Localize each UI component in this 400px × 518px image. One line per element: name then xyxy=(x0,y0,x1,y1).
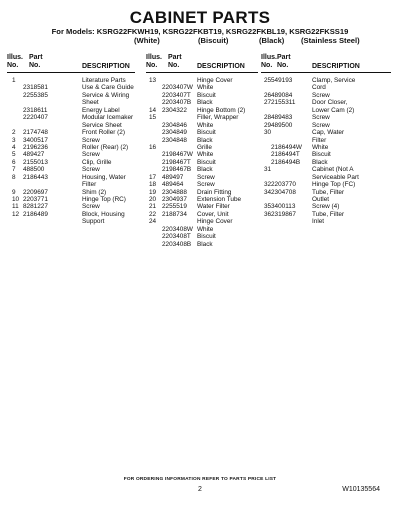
header-text: Illus. xyxy=(261,54,277,61)
illus-number: 31 xyxy=(264,166,272,174)
description-header xyxy=(82,63,130,71)
illus-number: 12 xyxy=(12,210,20,218)
part-description: Service & Wiring xyxy=(82,91,130,99)
part-description: Screw xyxy=(82,151,100,159)
part-description: Cap, Water xyxy=(312,129,345,137)
parts-list xyxy=(146,77,258,248)
part-number: 3400517 xyxy=(23,136,48,144)
part-description: Filter xyxy=(82,181,97,189)
parts-row xyxy=(261,99,391,106)
parts-row xyxy=(7,129,135,136)
header-text: No. xyxy=(29,62,41,69)
parts-row xyxy=(261,174,391,181)
parts-row xyxy=(7,203,135,210)
part-number: 2196236 xyxy=(23,143,48,151)
illus-number: 26 xyxy=(264,91,272,99)
part-description: Screw xyxy=(197,173,215,181)
models-line: For Models: KSRG22FKWH19, KSRG22FKBT19, KSRG22FKBL19, KSRG22FKSS19 xyxy=(51,27,349,36)
part-description: White xyxy=(312,143,329,151)
illus-no-header xyxy=(146,54,162,70)
illus-number: 34 xyxy=(264,188,272,196)
parts-row xyxy=(7,189,135,196)
part-number: 2203408B xyxy=(162,240,192,248)
parts-row xyxy=(7,114,135,121)
parts-row xyxy=(146,114,258,121)
part-no-header xyxy=(277,54,291,70)
part-description: Lower Cam (2) xyxy=(312,106,355,114)
part-description: Screw xyxy=(197,181,215,189)
parts-row xyxy=(261,211,391,218)
part-description: Grille xyxy=(197,143,212,151)
parts-row xyxy=(261,151,391,158)
parts-row xyxy=(146,84,258,91)
illus-number: 24 xyxy=(149,218,157,226)
part-number: 2318611 xyxy=(23,106,48,114)
illus-number: 25 xyxy=(264,77,272,84)
part-number: 2188734 xyxy=(162,210,187,218)
part-number: 549193 xyxy=(271,77,293,84)
part-number: 2155311 xyxy=(271,99,296,107)
parts-row xyxy=(7,144,135,151)
part-description: Housing, Water xyxy=(82,173,126,181)
part-description: White xyxy=(197,121,214,129)
parts-row xyxy=(7,84,135,91)
parts-row xyxy=(261,137,391,144)
illus-number: 32 xyxy=(264,181,272,189)
parts-row xyxy=(146,144,258,151)
illus-number: 2 xyxy=(12,129,16,137)
header-text: No. xyxy=(168,62,180,69)
header-text: No. xyxy=(146,62,158,69)
part-number: 2203771 xyxy=(23,196,48,203)
parts-row xyxy=(7,174,135,181)
parts-row xyxy=(146,226,258,233)
part-description: Hinge Top (FC) xyxy=(312,181,356,189)
part-description: Biscuit xyxy=(197,158,216,166)
parts-row xyxy=(7,218,135,225)
part-description: Serviceable Part xyxy=(312,173,359,181)
header-rule xyxy=(146,72,258,73)
illus-number: 10 xyxy=(12,196,20,203)
part-description: Biscuit xyxy=(197,233,216,241)
part-number: 3400113 xyxy=(271,203,296,211)
part-description: Black xyxy=(197,136,213,144)
parts-row xyxy=(146,196,258,203)
part-description: Hinge Top (RC) xyxy=(82,196,126,203)
part-description: White xyxy=(197,151,214,159)
part-number: 2186494W xyxy=(271,143,302,151)
parts-row xyxy=(261,166,391,173)
part-description: Clamp, Service xyxy=(312,77,356,84)
illus-number: 4 xyxy=(12,143,16,151)
part-description: Support xyxy=(82,218,105,226)
part-number: 489464 xyxy=(162,181,184,189)
parts-row xyxy=(7,107,135,114)
illus-number: 17 xyxy=(149,173,157,181)
illus-number: 22 xyxy=(149,210,157,218)
part-number: 2304888 xyxy=(162,188,187,196)
illus-number: 15 xyxy=(149,114,157,122)
part-description: Screw xyxy=(312,91,330,99)
header-text: No. xyxy=(7,62,19,69)
part-description: Literature Parts xyxy=(82,77,126,84)
illus-number: 36 xyxy=(264,210,272,218)
parts-row xyxy=(7,99,135,106)
illus-number: 18 xyxy=(149,181,157,189)
part-description: Modular Icemaker xyxy=(82,114,134,122)
parts-row xyxy=(7,211,135,218)
part-description: Water Filter xyxy=(197,203,230,211)
parts-row xyxy=(7,166,135,173)
parts-row xyxy=(7,137,135,144)
parts-row xyxy=(7,159,135,166)
parts-row xyxy=(7,151,135,158)
part-number: 2304848 xyxy=(162,136,187,144)
part-number: 2304322 xyxy=(162,106,187,114)
part-description: Black xyxy=(197,99,213,107)
illus-number: 20 xyxy=(149,196,157,203)
part-number: 2198467W xyxy=(162,151,193,159)
parts-row xyxy=(261,159,391,166)
part-description: Screw xyxy=(82,203,100,211)
part-description: Tube, Filter xyxy=(312,210,345,218)
variant-label: (Black) xyxy=(259,36,285,45)
part-description: Cabinet (Not A xyxy=(312,166,354,174)
part-number: 2198467B xyxy=(162,166,192,174)
illus-number: 29 xyxy=(264,121,272,129)
parts-row xyxy=(261,77,391,84)
illus-number: 16 xyxy=(149,143,157,151)
part-description: Roller (Rear) (2) xyxy=(82,143,129,151)
part-description: Screw xyxy=(82,166,100,174)
variant-label: (White) xyxy=(134,36,160,45)
variant-label: (Biscuit) xyxy=(198,36,229,45)
illus-no-header xyxy=(7,54,23,70)
part-description: Hinge Cover xyxy=(197,77,233,84)
part-description: Screw (4) xyxy=(312,203,340,211)
parts-row xyxy=(7,92,135,99)
parts-row xyxy=(261,144,391,151)
illus-number: 14 xyxy=(149,106,157,114)
part-description: Black xyxy=(312,158,328,166)
part-description: Biscuit xyxy=(197,129,216,137)
part-number: 2318581 xyxy=(23,84,48,92)
illus-number: 11 xyxy=(12,203,19,211)
variant-label: (Stainless Steel) xyxy=(301,36,360,45)
illus-number: 28 xyxy=(264,114,272,122)
part-description: White xyxy=(197,225,214,233)
header-text: No. xyxy=(277,62,289,69)
part-description: Energy Label xyxy=(82,106,120,114)
parts-row xyxy=(7,181,135,188)
header-text: No. xyxy=(261,62,273,69)
ordering-note: FOR ORDERING INFORMATION REFER TO PARTS PRICE LIST xyxy=(123,477,277,482)
part-number: 8281227 xyxy=(23,203,48,211)
part-description: Use & Care Guide xyxy=(82,84,134,92)
header-rule xyxy=(7,72,135,73)
part-number: 2304846 xyxy=(162,121,187,129)
header-text: DESCRIPTION xyxy=(82,63,130,70)
parts-row xyxy=(261,181,391,188)
part-description: Hinge Cover xyxy=(197,218,233,226)
part-no-header xyxy=(29,54,43,70)
part-description: Black xyxy=(197,240,213,248)
illus-number: 30 xyxy=(264,129,272,137)
parts-row xyxy=(261,129,391,136)
parts-row xyxy=(146,99,258,106)
parts-row xyxy=(146,189,258,196)
parts-row xyxy=(146,233,258,240)
part-description: Biscuit xyxy=(197,91,216,99)
part-number: 2203407B xyxy=(162,99,192,107)
part-number: 489497 xyxy=(162,173,184,181)
illus-number: 13 xyxy=(149,77,157,84)
illus-number: 7 xyxy=(12,166,16,174)
parts-list xyxy=(261,77,391,226)
parts-row xyxy=(7,196,135,203)
part-number: 2198467T xyxy=(162,158,191,166)
header-text: Illus. xyxy=(146,54,162,61)
part-description: Inlet xyxy=(312,218,325,226)
part-number: 2203408T xyxy=(162,233,191,241)
part-description: Front Roller (2) xyxy=(82,129,125,137)
parts-row xyxy=(146,218,258,225)
parts-row xyxy=(146,92,258,99)
header-text: Part xyxy=(29,54,43,61)
part-number: 2186494T xyxy=(271,151,300,159)
parts-row xyxy=(261,189,391,196)
illus-no-header xyxy=(261,54,277,70)
part-number: 488500 xyxy=(23,166,45,174)
header-text: Illus. xyxy=(7,54,23,61)
parts-row xyxy=(146,77,258,84)
illus-number: 27 xyxy=(264,99,272,107)
part-number: 489483 xyxy=(271,114,293,122)
part-number: 2155013 xyxy=(23,158,48,166)
parts-row xyxy=(261,107,391,114)
page-number: 2 xyxy=(198,486,202,493)
part-no-header xyxy=(168,54,182,70)
part-description: Cord xyxy=(312,84,326,92)
header-text: Part xyxy=(277,54,291,61)
illus-number: 9 xyxy=(12,188,16,196)
illus-number: 3 xyxy=(12,136,16,144)
part-description: Screw xyxy=(312,121,330,129)
part-description: Sheet xyxy=(82,99,99,107)
part-number: 2203407W xyxy=(162,84,193,92)
part-description: Drain Fitting xyxy=(197,188,232,196)
parts-row xyxy=(261,218,391,225)
illus-number: 35 xyxy=(264,203,272,211)
parts-list xyxy=(7,77,135,226)
parts-row xyxy=(7,77,135,84)
part-description: Clip, Grille xyxy=(82,158,112,166)
part-number: 2255385 xyxy=(23,91,48,99)
parts-row xyxy=(146,211,258,218)
parts-row xyxy=(146,122,258,129)
part-number: 2174748 xyxy=(23,129,48,137)
parts-row xyxy=(146,241,258,248)
illus-number: 5 xyxy=(12,151,16,159)
description-header xyxy=(197,63,245,71)
part-description: Hinge Bottom (2) xyxy=(197,106,246,114)
illus-number: 19 xyxy=(149,188,157,196)
part-description: Outlet xyxy=(312,196,330,203)
part-number: 489084 xyxy=(271,91,293,99)
part-number: 2186443 xyxy=(23,173,48,181)
parts-row xyxy=(146,174,258,181)
part-description: Black xyxy=(197,166,213,174)
part-description: Tube, Filter xyxy=(312,188,345,196)
part-description: Shim (2) xyxy=(82,188,107,196)
illus-number: 8 xyxy=(12,173,16,181)
parts-row xyxy=(146,137,258,144)
description-header xyxy=(312,63,360,71)
parts-row xyxy=(146,166,258,173)
parts-row xyxy=(261,114,391,121)
part-description: Block, Housing xyxy=(82,210,125,218)
parts-row xyxy=(261,203,391,210)
part-number: 2304937 xyxy=(162,196,187,203)
illus-number: 1 xyxy=(12,77,16,84)
part-description: White xyxy=(197,84,214,92)
header-text: Part xyxy=(168,54,182,61)
parts-row xyxy=(7,122,135,129)
part-number: 2319867 xyxy=(271,210,296,218)
part-description: Service Sheet xyxy=(82,121,122,129)
part-number: 2203408W xyxy=(162,225,193,233)
header-rule xyxy=(261,72,391,73)
document-number: W10135564 xyxy=(342,486,380,493)
part-number: 2203407T xyxy=(162,91,191,99)
parts-row xyxy=(146,107,258,114)
header-text: DESCRIPTION xyxy=(312,63,360,70)
parts-row xyxy=(261,84,391,91)
part-number: 489500 xyxy=(271,121,293,129)
part-number: 2209697 xyxy=(23,188,48,196)
illus-number: 21 xyxy=(149,203,157,211)
page-title: CABINET PARTS xyxy=(129,8,271,27)
part-number: 2186489 xyxy=(23,210,48,218)
parts-row xyxy=(261,92,391,99)
part-number: 2304708 xyxy=(271,188,296,196)
parts-row xyxy=(146,203,258,210)
part-number: 489427 xyxy=(23,151,45,159)
parts-row xyxy=(146,129,258,136)
part-description: Extension Tube xyxy=(197,196,242,203)
part-number: 2220407 xyxy=(23,114,48,122)
header-text: DESCRIPTION xyxy=(197,63,245,70)
part-number: 2203770 xyxy=(271,181,296,189)
part-description: Cover, Unit xyxy=(197,210,229,218)
part-description: Filter xyxy=(312,136,327,144)
part-description: Biscuit xyxy=(312,151,331,159)
illus-number: 6 xyxy=(12,158,16,166)
variants-line xyxy=(0,36,400,46)
part-description: Screw xyxy=(312,114,330,122)
part-number: 2186494B xyxy=(271,158,301,166)
parts-row xyxy=(146,159,258,166)
parts-row xyxy=(261,122,391,129)
part-number: 2255519 xyxy=(162,203,187,211)
part-description: Screw xyxy=(82,136,100,144)
parts-row xyxy=(146,181,258,188)
parts-row xyxy=(146,151,258,158)
part-number: 2304849 xyxy=(162,129,187,137)
part-description: Door Closer, xyxy=(312,99,348,107)
part-description: Filler, Wrapper xyxy=(197,114,239,122)
parts-row xyxy=(261,196,391,203)
